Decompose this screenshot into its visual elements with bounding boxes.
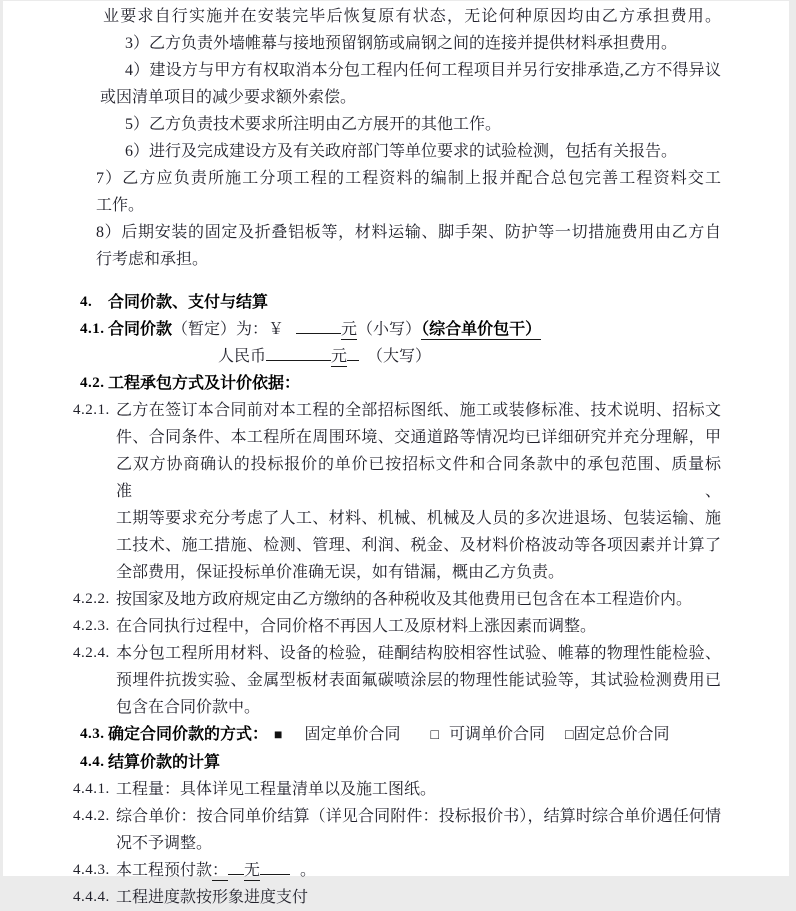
price-lowercase-blank[interactable]	[296, 316, 341, 334]
text-run: 5）乙方负责技术要求所注明由乙方展开的其他工作。	[125, 116, 502, 133]
text-run: 或因清单项目的减少要求额外索偿。	[100, 89, 357, 106]
text-run: 确定合同价款的方式：	[108, 726, 269, 743]
text-run: 4）建设方与甲方有权取消本分包工程内任何工程项目并另行安排承造,乙方不得异议	[125, 62, 721, 79]
list-item-6	[125, 138, 721, 165]
text-run: 行考虑和承担。	[96, 251, 209, 268]
list-item-8-line1	[96, 219, 721, 246]
text-run: 业要求自行实施并在安装完毕后恢复原有状态，无论何种原因均由乙方承担费用。	[103, 8, 721, 25]
text-run: 包含在合同价款中。	[116, 699, 261, 716]
text-run: 工程进度款按形象进度支付	[116, 889, 309, 906]
list-item-7-line1	[96, 165, 721, 192]
document-body	[3, 3, 789, 911]
spacer	[545, 738, 565, 739]
text-run: 6）进行及完成建设方及有关政府部门等单位要求的试验检测，包括有关报告。	[125, 143, 678, 160]
text-run: 按国家及地方政府规定由乙方缴纳的各种税收及其他费用已包含在本工程造价内。	[116, 591, 693, 608]
text-run: 预埋件抗拨实验、金属型板材表面氟碳喷涂层的物理性能试验等，其试验检测费用已	[116, 672, 721, 689]
text-run: 况不予调整。	[116, 835, 213, 852]
text-run: 全部费用，保证投标单价准确无误，如有错漏，概由乙方负责。	[116, 564, 565, 581]
spacer	[290, 874, 300, 875]
text-run: 本工程预付款	[116, 862, 213, 879]
text-run: 8）后期安装的固定及折叠铝板等，材料运输、脚手架、防护等一切措施费用由乙方自	[96, 224, 721, 241]
spacer	[282, 738, 304, 739]
clause-4-2-1-line5	[116, 532, 721, 559]
text-run: 乙双方协商确认的投标报价的单价已按招标文件和合同条款中的承包范围、质量标准、	[116, 456, 721, 500]
clause-number: 4.3.	[80, 726, 105, 742]
clause-number: 4.4.3.	[73, 862, 110, 878]
clause-4-2-1-line4	[116, 505, 721, 532]
text-run: 工程承包方式及计价依据：	[108, 375, 301, 392]
text-run: （小写）	[357, 321, 422, 338]
clause-4-4-heading	[80, 749, 721, 776]
text-run: 元	[341, 321, 358, 338]
list-item-4-line1	[125, 57, 721, 84]
prepayment-blank[interactable]	[228, 857, 244, 875]
checkbox-adjustable-unit-price[interactable]: □	[430, 728, 439, 743]
clause-4-2-3	[73, 613, 721, 640]
clause-4-1	[80, 316, 721, 343]
text-run: （大写）	[367, 348, 432, 365]
clause-4-2-2	[73, 586, 721, 613]
checkbox-fixed-unit-price-checked[interactable]: ■	[274, 728, 283, 743]
text-run: 结算价款的计算	[108, 754, 221, 771]
list-item-4-line2	[100, 84, 721, 111]
clause-number: 4.2.2.	[73, 591, 110, 607]
text-run: 综合单价：按合同单价结算（详见合同附件：投标报价书），结算时综合单价遇任何情	[116, 808, 721, 825]
text-run: 。	[300, 862, 317, 879]
clause-4-2-4-line2	[116, 667, 721, 694]
text-run: 工程量：具体详见工程量清单以及施工图纸。	[116, 781, 437, 798]
text-run: 可调单价合同	[448, 726, 545, 743]
clause-4-4-4	[73, 884, 721, 911]
clause-4-2-1-line1	[73, 397, 721, 424]
text-run: 乙方在签订本合同前对本工程的全部招标图纸、施工或装修标准、技术说明、招标文	[116, 402, 721, 419]
text-run: 在合同执行过程中，合同价格不再因人工及原材料上涨因素而调整。	[116, 618, 597, 635]
text-run: ：	[212, 862, 229, 879]
clause-4-heading	[80, 289, 721, 316]
text-run: 3）乙方负责外墙帷幕与接地预留钢筋或扁钢之间的连接并提供材料承担费用。	[125, 35, 678, 52]
clause-4-4-1	[73, 776, 721, 803]
clause-4-2-4-line3	[116, 694, 721, 721]
text-run: 人民币	[218, 348, 267, 365]
clause-4-2-1-line2	[116, 424, 721, 451]
clause-4-3	[80, 721, 721, 749]
list-item-8-line2	[96, 246, 721, 273]
clause-4-2-1-line6	[116, 559, 721, 586]
text-run: 工作。	[96, 197, 145, 214]
clause-number: 4.4.4.	[73, 889, 110, 905]
clause-number: 4.4.	[80, 754, 105, 770]
prepayment-blank-tail[interactable]	[260, 857, 290, 875]
document-page[interactable]	[3, 1, 789, 906]
clause-number: 4.2.4.	[73, 645, 110, 661]
spacer	[347, 343, 359, 361]
list-item-5	[125, 111, 721, 138]
text-run: 元	[331, 348, 348, 365]
clause-number: 4.	[80, 294, 93, 310]
spacer	[401, 738, 431, 739]
text-run: 无	[244, 862, 261, 879]
list-item-7-line2	[96, 192, 721, 219]
text-run: 工期等要求充分考虑了人工、材料、机械、机械及人员的多次进退场、包装运输、施	[116, 510, 721, 527]
text-run: 固定总价合同	[573, 726, 670, 743]
clause-number: 4.4.2.	[73, 808, 110, 824]
checkbox-fixed-total-price[interactable]: □	[564, 728, 574, 743]
clause-3-9-continuation	[103, 3, 721, 30]
text-run: 7）乙方应负责所施工分项工程的工程资料的编制上报并配合总包完善工程资料交工	[96, 170, 721, 187]
clause-4-4-3	[73, 857, 721, 884]
text-run: 件、合同条件、本工程所在周围环境、交通道路等情况均已详细研究并充分理解，甲	[116, 429, 721, 446]
spacer	[284, 333, 296, 334]
spacer	[439, 738, 449, 739]
clause-4-4-2-line1	[73, 803, 721, 830]
clause-number: 4.2.1.	[73, 402, 110, 418]
spacer	[359, 360, 367, 361]
clause-4-2-heading	[80, 370, 721, 397]
text-run: 工技术、施工措施、检测、管理、利润、税金、及材料价格波动等各项因素并计算了	[116, 537, 721, 554]
clause-4-2-1-line3	[116, 451, 721, 505]
clause-number: 4.2.3.	[73, 618, 110, 634]
clause-number: 4.2.	[80, 375, 105, 391]
clause-4-2-4-line1	[73, 640, 721, 667]
text-run: 合同价款、支付与结算	[108, 294, 269, 311]
text-run: 固定单价合同	[304, 726, 401, 743]
text-run: 本分包工程所用材料、设备的检验，硅酮结构胶相容性试验、帷幕的物理性能检验、	[116, 645, 721, 662]
text-run: 合同价款	[108, 321, 173, 338]
clause-number: 4.4.1.	[73, 781, 110, 797]
text-run: （综合单价包干）	[421, 321, 542, 338]
list-item-3	[125, 30, 721, 57]
clause-4-4-2-line2	[116, 830, 721, 857]
price-uppercase-blank[interactable]	[266, 343, 331, 361]
clause-4-1-line2	[218, 343, 721, 370]
text-run: （暂定）为：￥	[172, 321, 285, 338]
clause-number: 4.1.	[80, 321, 105, 337]
